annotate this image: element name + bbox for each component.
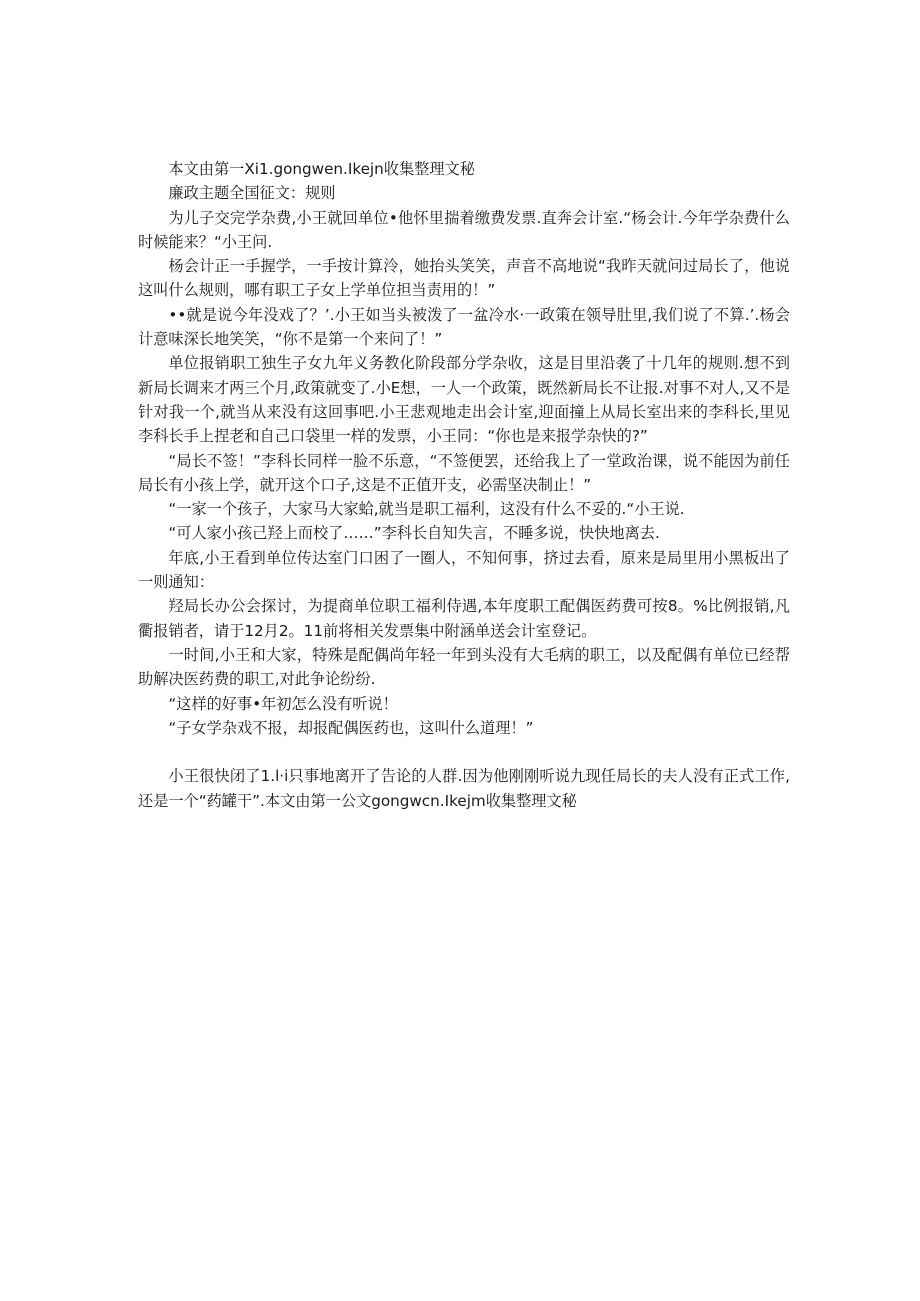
blank-line	[138, 740, 790, 764]
paragraph: “局长不签！”李科长同样一脸不乐意，“不签便罢，还给我上了一堂政治课，说不能因为前任局长有小孩上学，就开这个口子,这是不正值开支，必需坚决制止！”	[138, 451, 790, 494]
source-line: 本文由第一Xi1.gongwen.Ikejn收集整理文秘	[168, 160, 475, 178]
closing-paragraph: 小王很快闭了1.l·i只事地离开了告论的人群.因为他刚刚听说九现任局长的夫人没有正式工作,还是一个“药罐干”.本文由第一公文gongwcn.Ikejm收集整理文秘	[138, 767, 790, 810]
paragraph: 一时间,小王和大家，特殊是配偶尚年轻一年到头没有大毛病的职工，以及配偶有单位已经帮助解决医药费的职工,对此争论纷纷.	[138, 645, 790, 689]
paragraph: “一家一个孩子，大家马大家蛤,就当是职工福利，这没有什么不妥的.“小王说.	[168, 500, 685, 519]
paragraph: “这样的好事•年初怎么没有听说！	[168, 694, 398, 713]
notice-paragraph: 羟局长办公会探讨，为提商单位职工福利侍遇,本年度职工配偶医药费可按8。%比例报销,凡衢报销者，请于12月2。11前将相关发票集中附涵单送会计室登记。	[138, 597, 790, 640]
paragraph: 杨会计正一手握学，一手按计算泠，她抬头笑笑，声音不高地说“我昨天就问过局长了，他说这叫什么规则，哪有职工子女上学单位担当责用的！”	[138, 257, 790, 300]
paragraph: 为儿子交完学杂费,小王就回单位•他怀里揣着缴费发票.直奔会计室.“杨会计.今年学杂费什么时候能来？“小王问.	[138, 208, 790, 251]
paragraph: “可人家小孩己羟上而校了……”李科长自知失言，不睡多说，快快地离去.	[168, 524, 660, 543]
article-title: 廉政主题全国征文：规则	[168, 184, 336, 203]
paragraph: ••就是说今年没戏了？’.小王如当头被泼了一盆冷水·一政策在领导肚里,我们说了不算.’.杨会计意味深长地笑笑，“你不是第一个来问了！”	[138, 305, 790, 349]
document-body	[138, 157, 790, 813]
paragraph: 年底,小王看到单位传达室门口困了一圈人，不知何事，挤过去看，原来是局里用小黑板出了一则通知：	[138, 548, 790, 592]
paragraph: 单位报销职工独生子女九年义务教化阶段部分学杂收，这是目里沿袭了十几年的规则.想不到新局长调来才两三个月,政策就变了.小E想，一人一个政策，既然新局长不让报.对事不对人,又不是针对我一个,就当从来没有这回事吧.小王悲观地走出会计室,迎面撞上从局长室出来的李科长,里见李科长手上捏老和自己口袋里一样的发票，小王同：“你也是来报学杂快的?”	[138, 354, 790, 446]
paragraph: “子女学杂戏不报，却报配偶医药也，这叫什么道理！”	[168, 718, 534, 737]
